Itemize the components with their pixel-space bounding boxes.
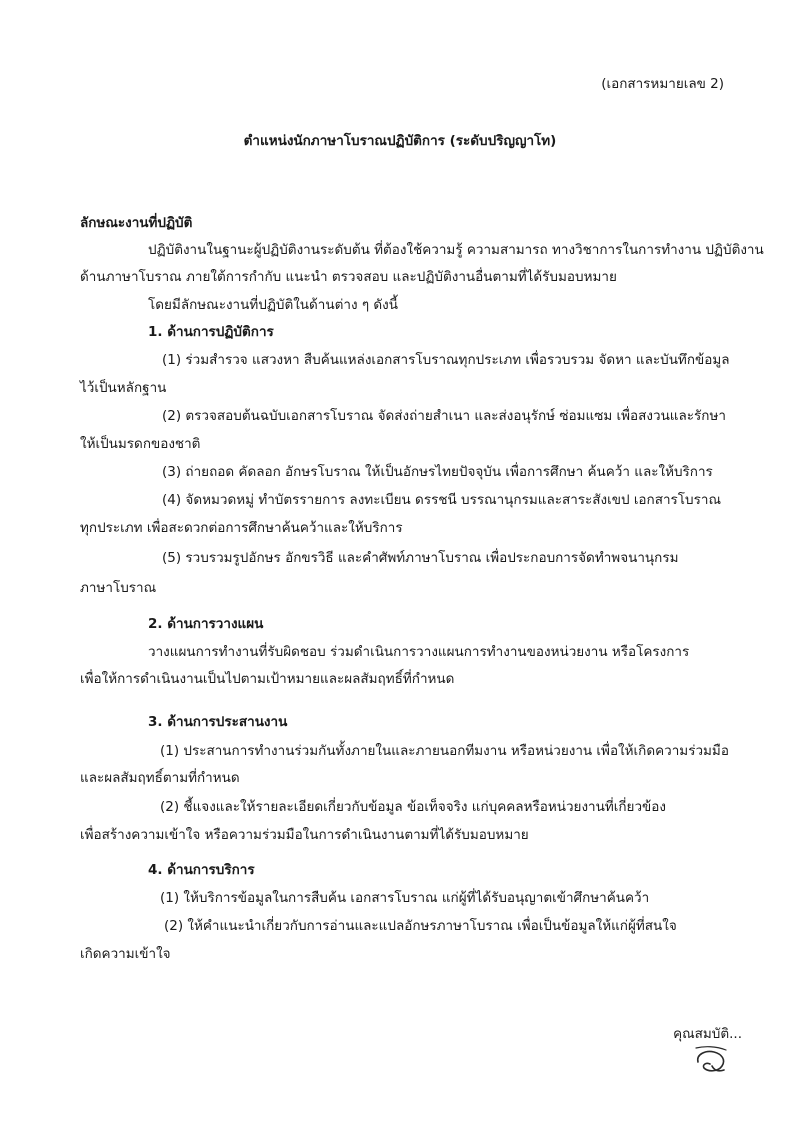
paragraph-line: (1) ให้บริการข้อมูลในการสืบค้น เอกสารโบราณ แก่ผู้ที่ได้รับอนุญาตเข้าศึกษาค้นคว้า	[160, 890, 650, 906]
section-2-title: 2. ด้านการวางแผน	[148, 616, 264, 632]
signature-mark	[692, 1042, 732, 1078]
paragraph-line: วางแผนการทำงานที่รับผิดชอบ ร่วมดำเนินการวางแผนการทำงานของหน่วยงาน หรือโครงการ	[148, 644, 690, 660]
document-number: (เอกสารหมายเลข 2)	[601, 76, 724, 92]
paragraph-line: และผลสัมฤทธิ์ตามที่กำหนด	[80, 770, 240, 786]
intro-line: ปฏิบัติงานในฐานะผู้ปฏิบัติงานระดับต้น ที่ต้องใช้ความรู้ ความสามารถ ทางวิชาการในการทำงาน ปฏิบัติงาน	[148, 242, 764, 258]
paragraph-line: (1) ประสานการทำงานร่วมกันทั้งภายในและภายนอกทีมงาน หรือหน่วยงาน เพื่อให้เกิดความร่วมมือ	[160, 743, 729, 759]
paragraph-line: เพื่อให้การดำเนินงานเป็นไปตามเป้าหมายและผลสัมฤทธิ์ที่กำหนด	[80, 671, 455, 687]
section-1-title: 1. ด้านการปฏิบัติการ	[148, 324, 274, 340]
paragraph-line: เกิดความเข้าใจ	[80, 946, 171, 962]
continued-label: คุณสมบัติ...	[673, 1026, 742, 1042]
page-title: ตำแหน่งนักภาษาโบราณปฏิบัติการ (ระดับปริญญาโท)	[243, 133, 557, 149]
paragraph-line: เพื่อสร้างความเข้าใจ หรือความร่วมมือในการดำเนินงานตามที่ได้รับมอบหมาย	[80, 827, 529, 843]
paragraph-line: (4) จัดหมวดหมู่ ทำบัตรรายการ ลงทะเบียน ดรรชนี บรรณานุกรมและสาระสังเขป เอกสารโบราณ	[162, 492, 721, 508]
paragraph-line: ทุกประเภท เพื่อสะดวกต่อการศึกษาค้นคว้าและให้บริการ	[80, 520, 403, 536]
paragraph-line: (2) ชี้แจงและให้รายละเอียดเกี่ยวกับข้อมูล ข้อเท็จจริง แก่บุคคลหรือหน่วยงานที่เกี่ยวข้อง	[160, 799, 666, 815]
paragraph-line: ไว้เป็นหลักฐาน	[80, 380, 167, 396]
paragraph-line: (2) ตรวจสอบต้นฉบับเอกสารโบราณ จัดส่งถ่ายสำเนา และส่งอนุรักษ์ ซ่อมแซม เพื่อสงวนและรักษา	[162, 408, 726, 424]
intro-line: ด้านภาษาโบราณ ภายใต้การกำกับ แนะนำ ตรวจสอบ และปฏิบัติงานอื่นตามที่ได้รับมอบหมาย	[80, 269, 617, 285]
section-3-title: 3. ด้านการประสานงาน	[148, 714, 288, 730]
paragraph-line: (1) ร่วมสำรวจ แสวงหา สืบค้นแหล่งเอกสารโบราณทุกประเภท เพื่อรวบรวม จัดหา และบันทึกข้อมูล	[162, 352, 730, 368]
intro-line: โดยมีลักษณะงานที่ปฏิบัติในด้านต่าง ๆ ดังนี้	[148, 297, 398, 313]
paragraph-line: (3) ถ่ายถอด คัดลอก อักษรโบราณ ให้เป็นอักษรไทยปัจจุบัน เพื่อการศึกษา ค้นคว้า และให้บริการ	[162, 464, 713, 480]
paragraph-line: ให้เป็นมรดกของชาติ	[80, 436, 201, 452]
paragraph-line: (2) ให้คำแนะนำเกี่ยวกับการอ่านและแปลอักษรภาษาโบราณ เพื่อเป็นข้อมูลให้แก่ผู้ที่สนใจ	[164, 918, 677, 934]
section-4-title: 4. ด้านการบริการ	[148, 862, 255, 878]
paragraph-line: ภาษาโบราณ	[80, 580, 157, 596]
section-heading: ลักษณะงานที่ปฏิบัติ	[80, 215, 193, 231]
paragraph-line: (5) รวบรวมรูปอักษร อักขรวิธี และคำศัพท์ภาษาโบราณ เพื่อประกอบการจัดทำพจนานุกรม	[162, 550, 679, 566]
